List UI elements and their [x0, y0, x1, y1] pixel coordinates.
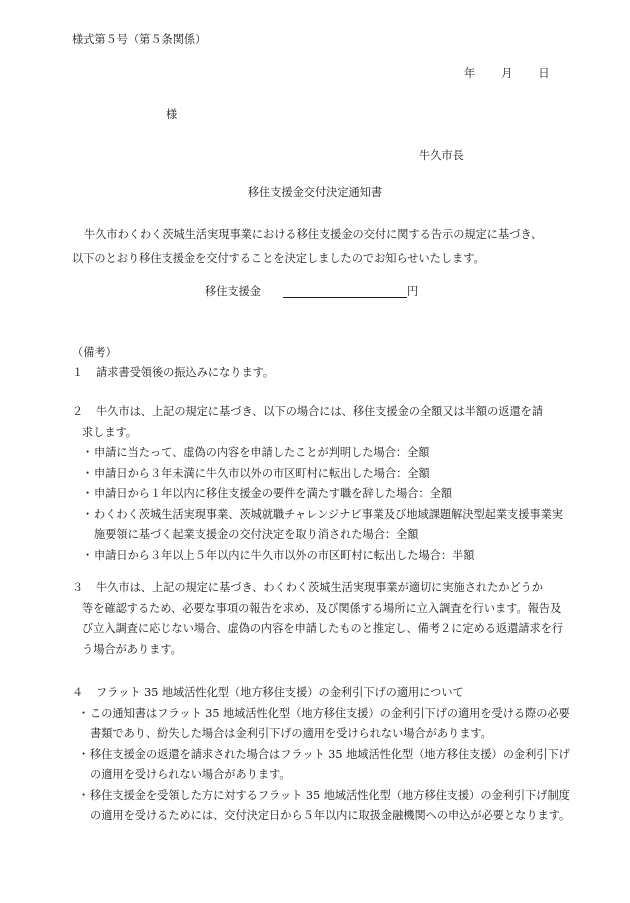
remark-heading: フラット 35 地域活性化型（地方移住支援）の金利引下げの適用について	[96, 686, 464, 699]
page-title: 移住支援金交付決定通知書	[247, 186, 383, 199]
remark-item-1	[72, 366, 274, 379]
date-line	[464, 67, 550, 80]
list-item: ・ 移住支援金を受領した方に対するフラット 35 地域活性化型（地方移住支援）の金利引下げ制度の適用を受けるためには、交付決定日から５年以内に取扱金融機関への申込が必要となります。	[72, 786, 572, 827]
list-item: ・ この通知書はフラット 35 地域活性化型（地方移住支援）の金利引下げの適用を受ける際の必要書類であり、紛失した場合は金利引下げの適用を受けられない場合があります。	[72, 704, 572, 745]
list-item: ・ 申請日から３年未満に牛久市以外の市区町村に転出した場合：全額	[72, 464, 572, 485]
list-item: ・ 申請日から３年以上５年以内に牛久市以外の市区町村に転出した場合：半額	[72, 546, 572, 567]
intro-paragraph	[72, 223, 562, 271]
intro-line-2: 以下のとおり移住支援金を交付することを決定しましたのでお知らせいたします。	[72, 252, 485, 265]
amount-unit: 円	[406, 285, 419, 298]
list-item: ・ わくわく茨城生活実現事業、茨城就職チャレンジナビ事業及び地域課題解決型起業支援事業実施要領に基づく起業支援金の交付決定を取り消された場合：全額	[72, 505, 572, 546]
remark-number: ２	[72, 405, 84, 418]
remarks-heading: （備考）	[72, 346, 117, 359]
date-month: 月	[501, 67, 513, 80]
remark-text-cont: 求します。	[82, 425, 138, 439]
remark-item-4	[72, 683, 572, 827]
remark-2-bullets	[72, 443, 572, 566]
addressee: 様	[166, 108, 178, 121]
amount-blank	[283, 285, 407, 298]
remark-text-cont: 等を確認するため、必要な事項の報告を求め、及び関係する場所に立入調査を行います。報告及び立入調査に応じない場合、虚偽の内容を申請したものと推定し、備考２に定める返還請求を行う場合があります。	[82, 601, 564, 656]
remark-item-3	[72, 578, 572, 660]
issuer: 牛久市長	[419, 149, 464, 162]
remark-number: ４	[72, 686, 84, 699]
list-item: ・ 申請日から１年以内に移住支援金の要件を満たす職を辞した場合：全額	[72, 484, 572, 505]
remark-text: 牛久市は、上記の規定に基づき、以下の場合には、移住支援金の全額又は半額の返還を請	[96, 405, 544, 418]
remark-number: １	[72, 366, 84, 379]
date-year: 年	[464, 67, 476, 80]
list-item: ・ 申請に当たって、虚偽の内容を申請したことが判明した場合：全額	[72, 443, 572, 464]
remark-4-bullets	[72, 704, 572, 827]
remark-text: 牛久市は、上記の規定に基づき、わくわく茨城生活実現事業が適切に実施されたかどうか	[96, 581, 544, 594]
amount-line	[205, 285, 418, 298]
form-number: 様式第５号（第５条関係）	[72, 33, 207, 46]
amount-label: 移住支援金	[205, 285, 261, 298]
intro-line-1: 牛久市わくわく茨城生活実現事業における移住支援金の交付に関する告示の規定に基づき、	[84, 228, 543, 241]
remark-item-2	[72, 402, 572, 566]
date-day: 日	[538, 67, 550, 80]
list-item: ・ 移住支援金の返還を請求された場合はフラット 35 地域活性化型（地方移住支援）の金利引下げの適用を受けられない場合があります。	[72, 745, 572, 786]
remark-number: ３	[72, 581, 84, 594]
remark-text: 請求書受領後の振込みになります。	[96, 366, 275, 379]
